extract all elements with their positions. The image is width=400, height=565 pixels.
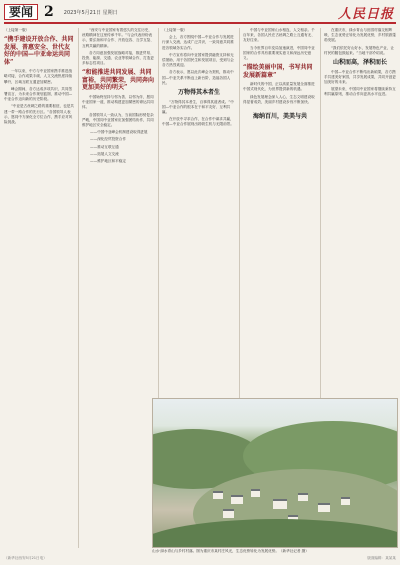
paragraph: 会上，各方围绕中国—中亚合作与发展进行深入交流，达成广泛共识，一致同意共同推进各领域务实合作。 <box>162 35 234 50</box>
column-1-headline: “携手建设开放合作、共同发展、普惠安全、世代友好的中国—中亚命运共同体” <box>4 36 74 66</box>
masthead-left <box>4 4 118 20</box>
column-4 <box>243 28 317 394</box>
paragraph: 各国领导人一致认为，当前国际形势复杂严峻，中国同中亚国家应加强团结协作，共同维护地区安全稳定。 <box>82 112 154 127</box>
paragraph: “我们依托好山好水，发展特色产业，让村民的腰包鼓起来。”当地干部介绍说。 <box>324 45 394 55</box>
page-number: 2 <box>44 4 54 20</box>
list-item: ——推动互联互通 <box>90 144 119 149</box>
paragraph: 中方宣布将向中亚国家提供融资支持和无偿援助，用于各国民生和发展项目，受到与会各方热烈欢迎。 <box>162 52 234 68</box>
list-item: ——维护地区和平稳定 <box>90 158 126 163</box>
paragraph: 展望未来，中国同中亚国家将继续秉持互利共赢原则，推动合作向更高水平迈进。 <box>324 87 396 97</box>
column-2-headline: “和能推进共同发展、共同富裕，共同繁荣，共同奔向更加美好的明天” <box>82 69 154 92</box>
newspaper-logo: 人民日报 <box>337 7 394 22</box>
column-1 <box>4 28 74 548</box>
house-shape <box>251 489 260 497</box>
lead-line: （上接第一版） <box>4 28 30 32</box>
section-label: 要闻 <box>4 4 38 20</box>
column-5 <box>324 28 396 394</box>
paragraph: 在开放中寻求合作，在合作中谋求共赢，中国—中亚合作展现出勃勃生机与无限前景。 <box>162 117 234 127</box>
page-footer <box>4 556 396 561</box>
house-shape <box>341 497 350 505</box>
paragraph: 中国与中亚国家山水相连，人文相亲。千百年来，各国人民在古丝绸之路上互通有无、友好往来。 <box>243 28 315 43</box>
paragraph: 当今世界百年变局加速演进，中国同中亚国家的合作具有重要现实意义和深远历史意义。 <box>243 45 315 61</box>
house-shape <box>298 493 308 501</box>
lead-line: （上接第一版） <box>162 28 188 32</box>
paragraph: 新时代的中国，正以高质量发展全面推进中国式现代化，为世界提供新的机遇。 <box>243 82 315 92</box>
column-4-headline: “描绘美丽中国，书写共同发展新篇章” <box>243 64 313 79</box>
column-2 <box>82 28 154 548</box>
list-item: ——中国中亚峰会机制建设取得进展 <box>90 130 148 135</box>
column-divider <box>320 28 321 398</box>
column-divider <box>158 28 159 398</box>
paragraph: 中国—中亚合作不断结出新硕果，各方携手共建美好家园，共享发展成果，共同开创更加美好的未来。 <box>324 69 396 84</box>
list-item: ——深化经贸投资合作 <box>90 137 126 142</box>
column-3 <box>162 28 236 394</box>
house-shape <box>231 495 243 504</box>
paragraph: 各方表示，愿以此次峰会为契机，推动中国—中亚关系不断迈上新台阶，造福各国人民。 <box>162 70 234 85</box>
house-shape <box>213 491 223 499</box>
feature-headline: 海纳百川，美美与共 <box>252 113 307 121</box>
footer-left: （新华社西安5月21日电） <box>4 556 47 560</box>
paragraph: “万物得其本者生，百事得其道者成。”中国—中亚合作的根本在于和平友好、互利共赢。 <box>162 99 234 114</box>
paragraph: 在重庆市，绿水青山与田园村落交相辉映，生态优势正转化为发展优势，乡村旅游蓬勃发展。 <box>324 28 396 43</box>
house-shape <box>318 503 330 512</box>
paragraph: 一年以来，中方与中亚国家携手推进战略对接，合作成果丰硕，人文交流热度持续攀升，区域互联互通更加紧密。 <box>4 69 73 84</box>
column-5-headline: 山积而高，泽积而长 <box>332 59 387 67</box>
mountain-village-photo <box>152 398 398 548</box>
paragraph: “中亚是古丝绸之路的重要枢纽，也是共建一带一路合作的先行区。”各国领导人表示，愿同中方深化全方位合作，携手应对风险挑战。 <box>4 104 74 125</box>
paragraph: 绿色发展理念深入人心，生态文明建设取得显著成效，美丽乡村建设步伐不断加快。 <box>243 94 315 104</box>
column-divider <box>239 28 240 398</box>
masthead <box>4 2 396 24</box>
house-shape <box>223 509 234 518</box>
footer-right: 版面编辑：某某某 <box>367 556 396 560</box>
paragraph: 各方同意加强发展战略对接，推进贸易、投资、能源、交通、农业等领域合作，打造更多标志性项目。 <box>82 50 154 66</box>
paragraph: “西安与中亚国家有着悠久的交往历史，丝路精神在这里传承千年。”与会代表纷纷表示，要弘扬和平合作、开放包容、互学互鉴、互利共赢的精神。 <box>82 28 154 48</box>
paragraph: 峰会期间，各方达成多项共识，共同签署宣言，为未来合作规划蓝图，推动中国—中亚合作迈向新的历史阶段。 <box>4 86 73 102</box>
list-item: ——拓展人文交流 <box>90 151 119 156</box>
paragraph: 中国始终坚持与邻为善、以邻为伴，愿同中亚国家一道，推动构建更加紧密的命运共同体。 <box>82 94 154 110</box>
house-shape <box>273 499 287 509</box>
column-divider <box>78 28 79 548</box>
date-line: 2023年5月21日 星期日 <box>63 9 118 16</box>
photo-caption: 山水·绿水青山与乡村村落。图为重庆市某村庄风光，生态优势转化为发展优势。（新华社记者 摄） <box>152 549 309 553</box>
column-3-headline: 万物得其本者生 <box>177 89 220 97</box>
